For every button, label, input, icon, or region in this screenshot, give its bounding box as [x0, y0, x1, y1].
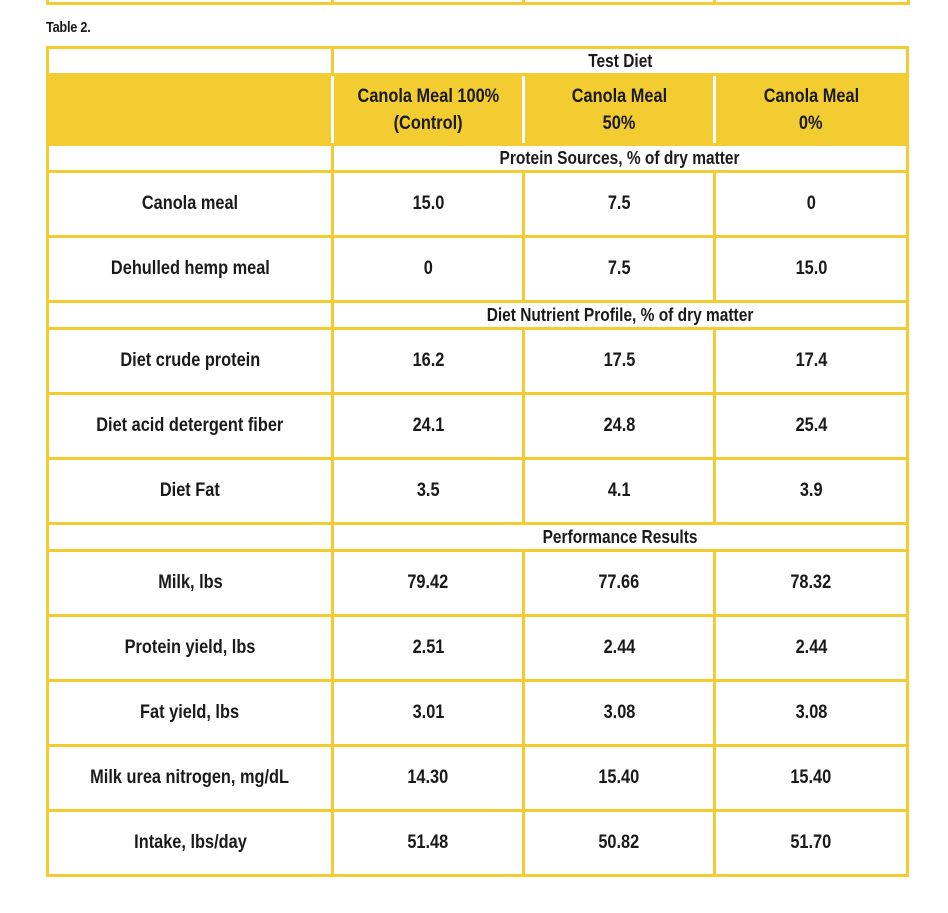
row-label: Canola meal	[48, 172, 333, 237]
table-row	[48, 329, 908, 394]
cell-value: 24.1	[333, 394, 524, 459]
row-label: Diet Fat	[48, 459, 333, 524]
cell-value: 51.70	[715, 811, 908, 876]
cell-value: 17.5	[524, 329, 715, 394]
cell-value: 77.66	[524, 551, 715, 616]
cell-value: 3.9	[715, 459, 908, 524]
cell-value: 2.44	[715, 616, 908, 681]
table-row	[48, 616, 908, 681]
empty-section-cell	[48, 302, 333, 329]
cell-value: 2.44	[524, 616, 715, 681]
table-row	[48, 681, 908, 746]
table-row	[48, 811, 908, 876]
table-row	[48, 237, 908, 302]
table-row	[48, 459, 908, 524]
cell-value: 51.48	[333, 811, 524, 876]
empty-column-header	[48, 75, 333, 145]
section-header-row	[48, 145, 908, 172]
cell-value: 4.1	[524, 459, 715, 524]
table-row	[48, 746, 908, 811]
cell-value: 3.5	[333, 459, 524, 524]
cell-value: 14.30	[333, 746, 524, 811]
empty-header-cell	[48, 48, 333, 75]
table-caption: Table 2.	[46, 19, 91, 36]
column-header-row	[48, 75, 908, 145]
cell-value: 16.2	[333, 329, 524, 394]
cell-value: 0	[333, 237, 524, 302]
cell-value: 3.08	[715, 681, 908, 746]
section-header-row	[48, 302, 908, 329]
cell-value: 0	[715, 172, 908, 237]
section-title: Diet Nutrient Profile, % of dry matter	[333, 302, 908, 329]
column-header-canola-100: Canola Meal 100% (Control)	[333, 75, 524, 145]
cell-value: 15.0	[715, 237, 908, 302]
empty-section-cell	[48, 145, 333, 172]
row-label: Milk, lbs	[48, 551, 333, 616]
row-label: Dehulled hemp meal	[48, 237, 333, 302]
column-header-canola-50: Canola Meal 50%	[524, 75, 715, 145]
test-diet-header: Test Diet	[333, 48, 908, 75]
section-header-row	[48, 524, 908, 551]
section-title: Protein Sources, % of dry matter	[333, 145, 908, 172]
column-header-canola-0: Canola Meal 0%	[715, 75, 908, 145]
row-label: Diet acid detergent fiber	[48, 394, 333, 459]
cell-value: 15.40	[715, 746, 908, 811]
row-label: Intake, lbs/day	[48, 811, 333, 876]
row-label: Fat yield, lbs	[48, 681, 333, 746]
cell-value: 3.08	[524, 681, 715, 746]
cell-value: 24.8	[524, 394, 715, 459]
cell-value: 17.4	[715, 329, 908, 394]
row-label: Protein yield, lbs	[48, 616, 333, 681]
empty-section-cell	[48, 524, 333, 551]
cell-value: 50.82	[524, 811, 715, 876]
cell-value: 2.51	[333, 616, 524, 681]
table-row	[48, 172, 908, 237]
cell-value: 15.0	[333, 172, 524, 237]
cell-value: 7.5	[524, 237, 715, 302]
table-row	[48, 551, 908, 616]
table-row	[48, 394, 908, 459]
section-title: Performance Results	[333, 524, 908, 551]
cell-value: 7.5	[524, 172, 715, 237]
results-table	[46, 46, 909, 877]
cell-value: 25.4	[715, 394, 908, 459]
cell-value: 15.40	[524, 746, 715, 811]
cell-value: 78.32	[715, 551, 908, 616]
cell-value: 3.01	[333, 681, 524, 746]
cell-value: 79.42	[333, 551, 524, 616]
row-label: Diet crude protein	[48, 329, 333, 394]
group-header-row	[48, 48, 908, 75]
previous-table-edge	[46, 0, 910, 5]
row-label: Milk urea nitrogen, mg/dL	[48, 746, 333, 811]
